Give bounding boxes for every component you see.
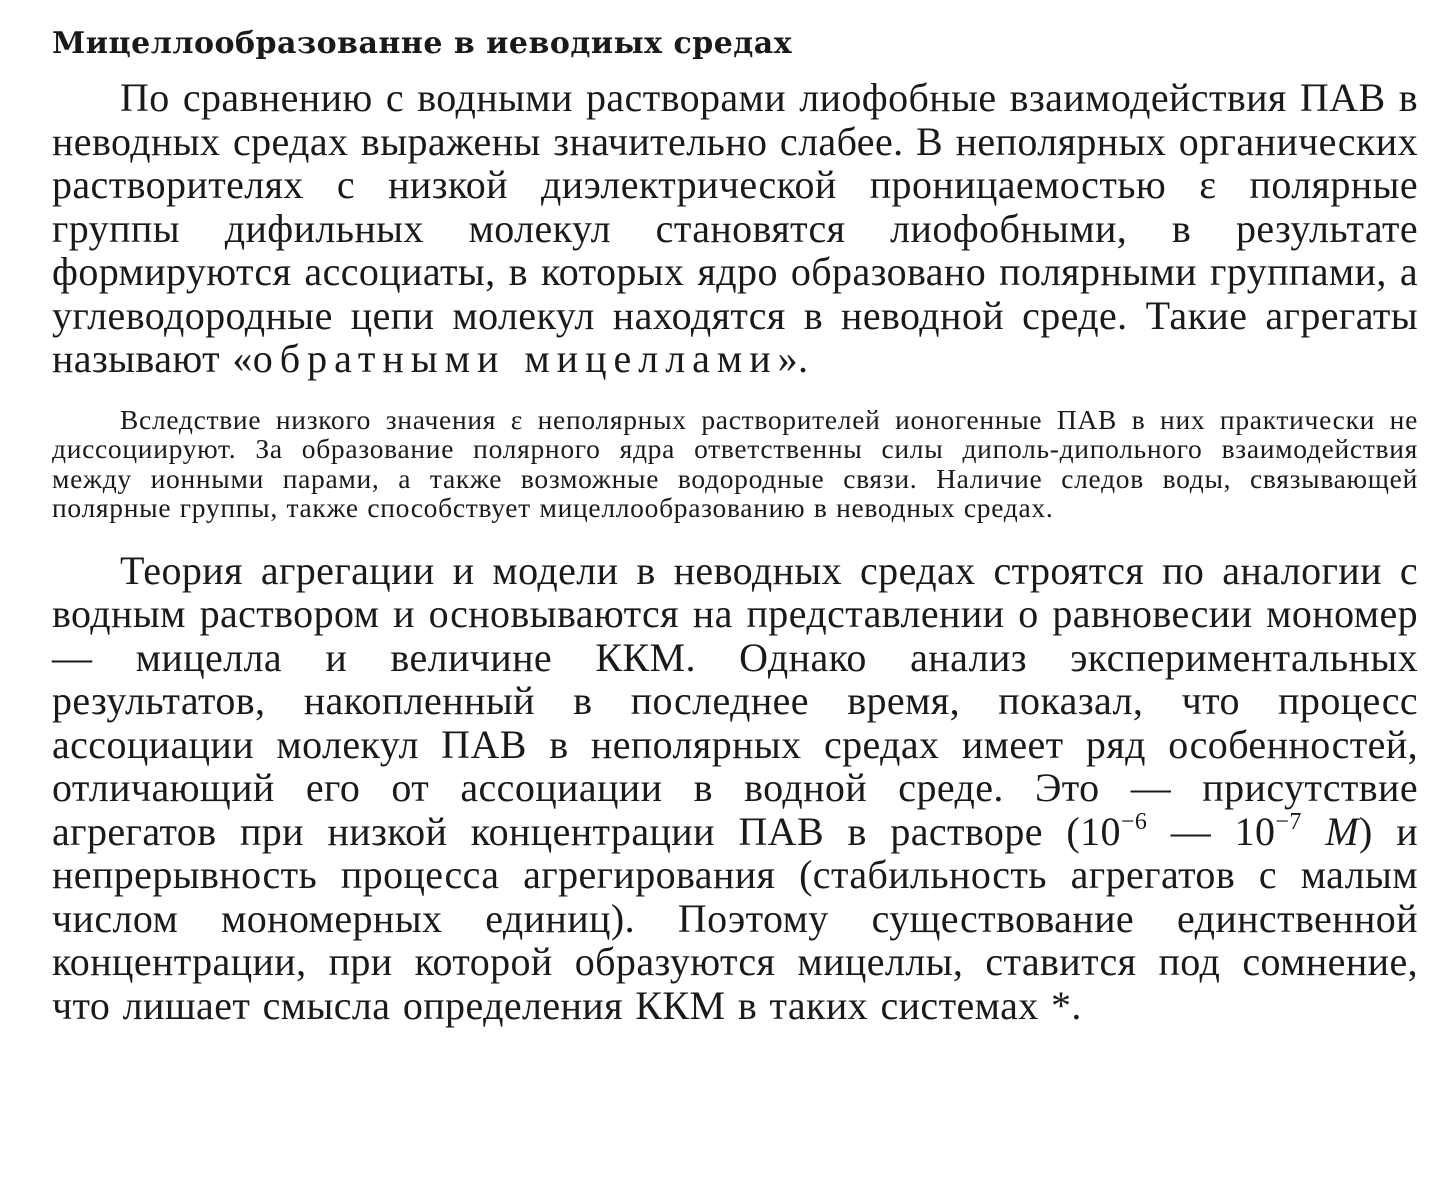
exponent-minus-7: −7 [1275, 808, 1302, 835]
paragraph-3-dash: — 10 [1147, 808, 1276, 854]
exponent-minus-6: −6 [1120, 808, 1148, 835]
paragraph-3 [52, 549, 1418, 1028]
paragraph-3-text-b: ) и непрерывность процесса агрегирования (стабильность агрегатов с малым числом мономерных единиц). Поэтому существование единственной концентрации, при которой образуются мицеллы, ставится под сомнение, что лишает смысла определения ККМ в таких системах *. [52, 808, 1419, 1028]
document-page [52, 22, 1418, 1027]
paragraph-1-emphasis: обратными мицеллами [252, 336, 778, 381]
molar-unit: M [1301, 808, 1359, 854]
section-heading: Мицеллообразованне в иеводиых средах [52, 26, 793, 61]
paragraph-1-text: По сравнению с водными растворами лиофобные взаимодействия ПАВ в неводных средах выражены значительно слабее. В неполярных органических растворителях с низкой диэлектрической проницаемостью ε полярные группы дифильных молекул становятся лиофобными, в результате формируются ассоциаты, в которых ядро образовано полярными группами, а углеводородные цепи молекул находятся в неводной среде. Такие агрегаты называют « [52, 75, 1418, 381]
paragraph-2-small-print: Вследствие низкого значения ε неполярных растворителей ионогенные ПАВ в них практически не диссоциируют. За образование полярного ядра ответственны силы диполь-дипольного взаимодействия между ионными парами, а также возможные водородные связи. Наличие следов воды, связывающей полярные группы, также способствует мицеллообразованию в неводных средах. [52, 403, 1418, 523]
paragraph-1 [52, 76, 1418, 381]
paragraph-3-text-a: Теория агрегации и модели в неводных средах строятся по аналогии с водным раствором и основываются на представлении о равновесии мономер — мицелла и величине ККМ. Однако анализ экспериментальных результатов, накопленный в последнее время, показал, что процесс ассоциации молекул ПАВ в неполярных средах имеет ряд особенностей, отличающий его от ассоциации в водной среде. Это — присутствие агрегатов при низкой концентрации ПАВ в растворе (10 [52, 547, 1418, 854]
paragraph-1-end: ». [777, 336, 809, 381]
